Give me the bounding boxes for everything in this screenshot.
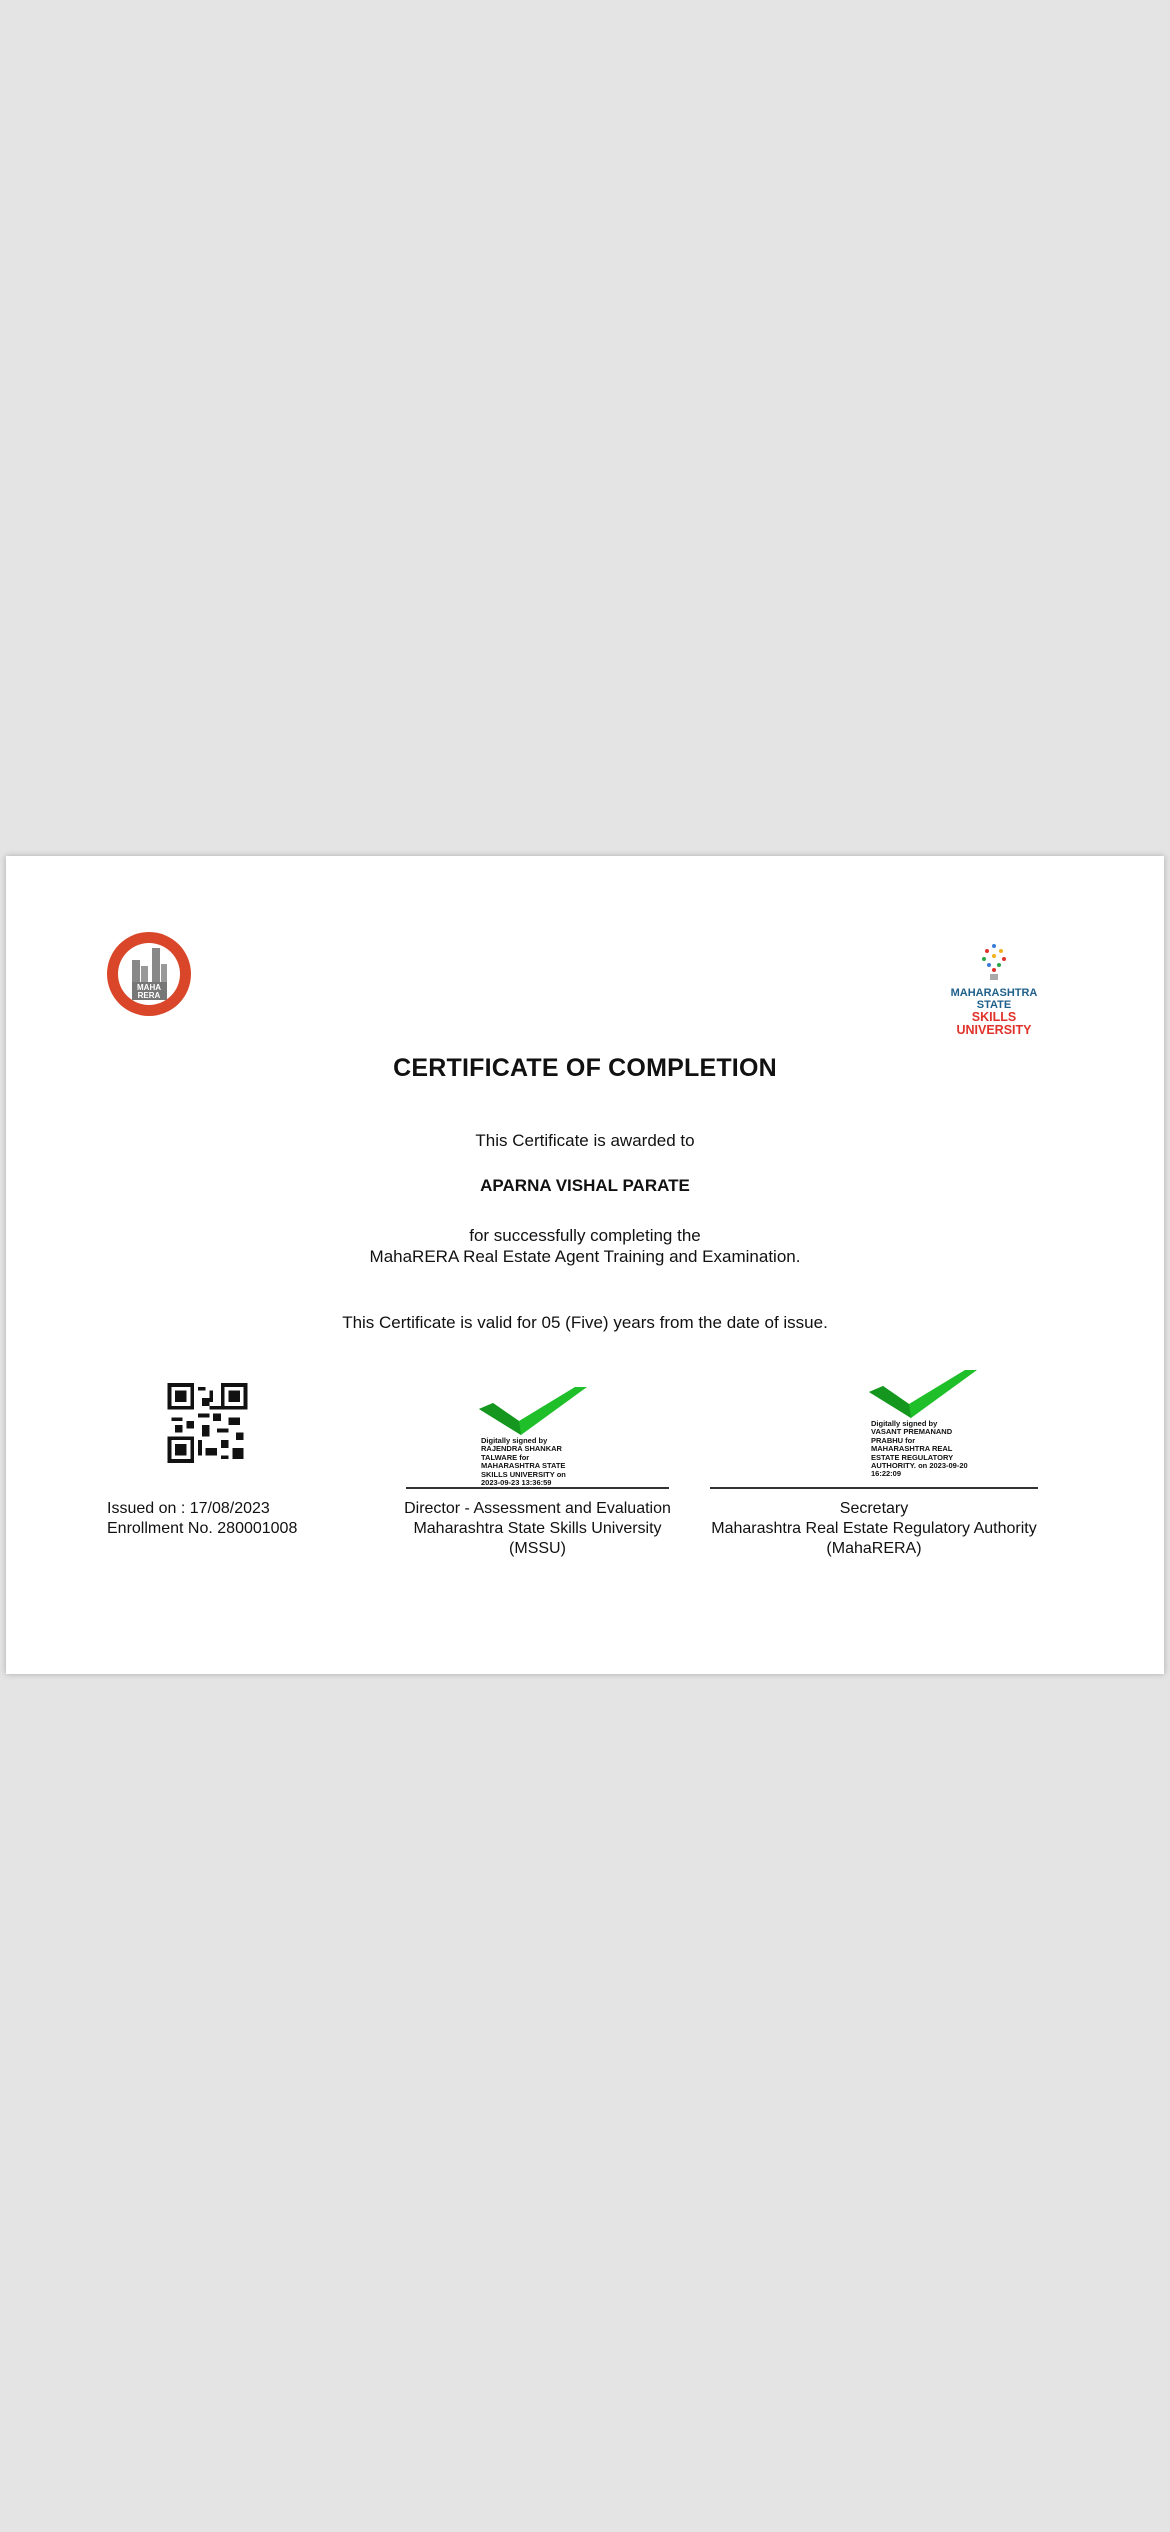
completion-line-2: MahaRERA Real Estate Agent Training and Examination. xyxy=(369,1247,801,1266)
signature-1-details xyxy=(481,1437,566,1487)
signatory-org: Maharashtra State Skills University xyxy=(413,1520,662,1537)
mssu-logo-line1: MAHARASHTRA STATE xyxy=(950,987,1038,1011)
signature-2-stamp xyxy=(869,1370,977,1423)
signature-2-line xyxy=(710,1487,1038,1489)
qr-code[interactable] xyxy=(167,1383,248,1463)
signatory-role: Director - Assessment and Evaluation xyxy=(404,1500,671,1517)
validity-text: This Certificate is valid for 05 (Five) years from the date of issue. xyxy=(342,1313,828,1332)
recipient-name: APARNA VISHAL PARATE xyxy=(480,1176,690,1195)
signature-1-line xyxy=(406,1487,669,1489)
mssu-logo xyxy=(934,942,1054,1037)
stamp-line: MAHARASHTRA REAL xyxy=(871,1444,953,1454)
certificate-title: CERTIFICATE OF COMPLETION xyxy=(393,1054,777,1082)
completion-line-1: for successfully completing the xyxy=(469,1226,701,1245)
signatory-org-abbr: (MahaRERA) xyxy=(826,1540,922,1557)
mssu-logo-line2: SKILLS UNIVERSITY xyxy=(956,1010,1032,1037)
stamp-line: ESTATE REGULATORY xyxy=(871,1452,954,1462)
stamp-line: 2023-09-23 13:36:59 xyxy=(481,1478,552,1488)
stamp-line: MAHARASHTRA STATE xyxy=(481,1461,566,1471)
signatory-org-abbr: (MSSU) xyxy=(509,1540,566,1557)
enrollment-number: Enrollment No. 280001008 xyxy=(107,1520,298,1537)
maharera-logo xyxy=(104,930,194,1018)
checkmark-icon xyxy=(869,1370,977,1418)
checkmark-icon xyxy=(479,1387,587,1435)
signature-2-label xyxy=(696,1499,1052,1559)
issue-info xyxy=(107,1499,297,1539)
stamp-line: 16:22:09 xyxy=(871,1469,902,1479)
stamp-line: PRABHU for xyxy=(871,1435,916,1445)
issued-on: Issued on : 17/08/2023 xyxy=(107,1500,270,1517)
stamp-line: VASANT PREMANAND xyxy=(871,1427,953,1437)
signature-1-stamp xyxy=(479,1387,587,1440)
svg-text:MAHA: MAHA xyxy=(137,983,161,992)
stamp-line: SKILLS UNIVERSITY on xyxy=(481,1469,566,1479)
stamp-line: AUTHORITY. on 2023-09-20 xyxy=(871,1461,968,1471)
svg-text:RERA: RERA xyxy=(137,991,161,1000)
signature-1-label xyxy=(396,1499,679,1559)
stamp-line: TALWARE for xyxy=(481,1452,530,1462)
stamp-line: Digitally signed by xyxy=(871,1419,938,1428)
signatory-role: Secretary xyxy=(839,1500,909,1517)
signature-2-details xyxy=(871,1420,968,1479)
stamp-line: Digitally signed by xyxy=(481,1436,548,1445)
awarded-text: This Certificate is awarded to xyxy=(475,1131,695,1150)
certificate-page xyxy=(6,856,1164,1674)
signatory-org: Maharashtra Real Estate Regulatory Authority xyxy=(711,1520,1037,1537)
lightbulb-network-icon xyxy=(974,942,1014,982)
stamp-line: RAJENDRA SHANKAR xyxy=(481,1444,562,1454)
